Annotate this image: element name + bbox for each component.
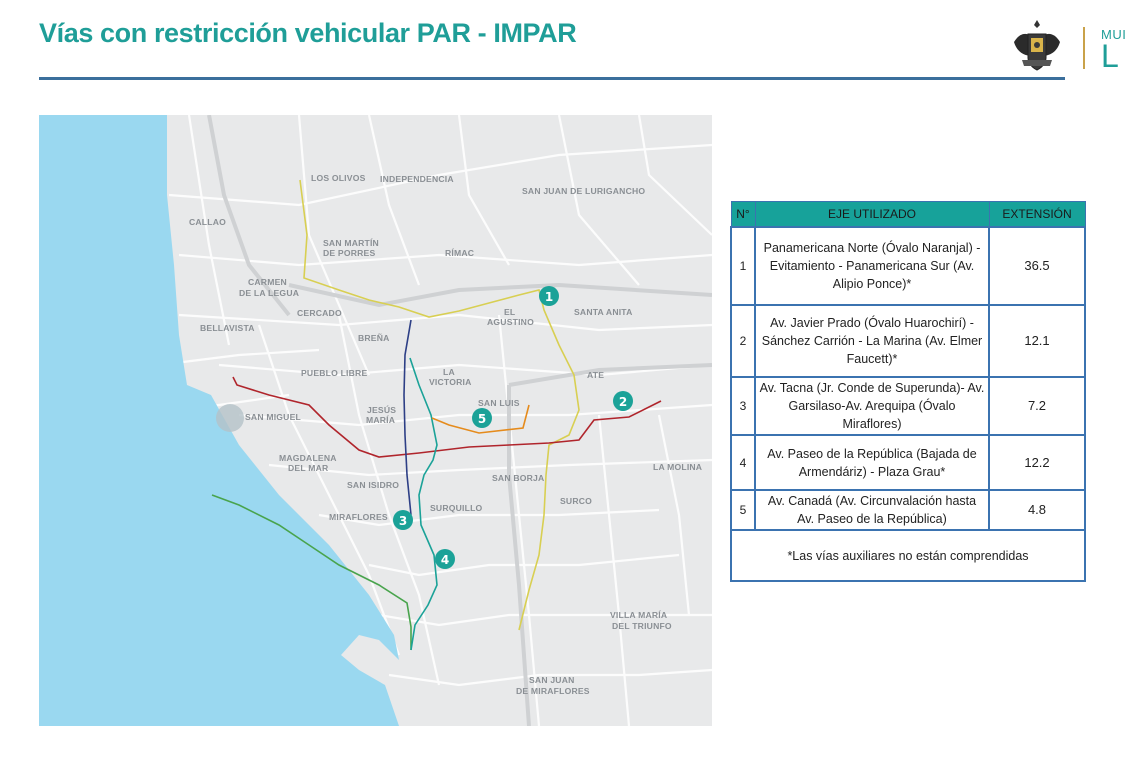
map-label-surquillo: SURQUILLO	[430, 503, 483, 513]
row-axis: Av. Canadá (Av. Circunvalación hasta Av. Paseo de la República)	[755, 490, 989, 530]
row-axis: Av. Tacna (Jr. Conde de Superunda)- Av. Garsilaso-Av. Arequipa (Óvalo Miraflores)	[755, 377, 989, 435]
map-label-de-porres: DE PORRES	[323, 248, 376, 258]
map-label-callao: CALLAO	[189, 217, 227, 227]
col-header-num: N°	[731, 202, 755, 228]
map-label-miraflores: MIRAFLORES	[329, 512, 388, 522]
row-axis: Panamericana Norte (Óvalo Naranjal) - Evitamiento - Panamericana Sur (Av. Alipio Ponce)*	[755, 227, 989, 305]
logo-letter: L	[1101, 38, 1119, 74]
col-header-extension: EXTENSIÓN	[989, 202, 1085, 228]
map-label-villa-maria: VILLA MARÍA	[610, 610, 668, 620]
map-label-jesus: JESÚS	[367, 405, 397, 415]
location-highlight	[216, 404, 244, 432]
map-label-carmen: CARMEN	[248, 277, 287, 287]
map-label-cercado: CERCADO	[297, 308, 342, 318]
row-num: 4	[731, 435, 755, 490]
map-label-del-triunfo: DEL TRIUNFO	[612, 621, 672, 631]
row-num: 5	[731, 490, 755, 530]
map-label-san-martin: SAN MARTÍN	[323, 238, 379, 248]
routes-table	[730, 201, 1086, 582]
map-label-brena: BREÑA	[358, 333, 390, 343]
route-marker-1-label: 1	[544, 290, 554, 304]
map-label-independencia: INDEPENDENCIA	[380, 174, 454, 184]
row-num: 3	[731, 377, 755, 435]
map-label-magdalena: MAGDALENA	[279, 453, 337, 463]
title-underline	[39, 77, 1065, 80]
map-label-el: EL	[504, 307, 516, 317]
map-label-san-juan: SAN JUAN	[529, 675, 575, 685]
row-num: 1	[731, 227, 755, 305]
logo-divider	[1083, 27, 1085, 69]
table-row	[731, 435, 1085, 490]
route-marker-3	[393, 510, 413, 530]
table-row	[731, 227, 1085, 305]
map-label-de-la-legua: DE LA LEGUA	[239, 288, 300, 298]
map-label-surco: SURCO	[560, 496, 593, 506]
route-marker-1	[539, 286, 559, 306]
logo-wordmark: MUI	[1101, 27, 1127, 42]
map-label-de-miraflores: DE MIRAFLORES	[516, 686, 590, 696]
route-marker-5-label: 5	[477, 412, 487, 426]
map-label-pueblo-libre: PUEBLO LIBRE	[301, 368, 368, 378]
table-row	[731, 490, 1085, 530]
page-title: Vías con restricción vehicular PAR - IMPAR	[39, 18, 577, 48]
route-map	[39, 115, 712, 726]
map-label-agustino: AGUSTINO	[487, 317, 534, 327]
map-label-san-isidro: SAN ISIDRO	[347, 480, 400, 490]
table-header-row	[731, 202, 1085, 228]
map-label-santa-anita: SANTA ANITA	[574, 307, 633, 317]
row-extension: 12.1	[989, 305, 1085, 377]
municipal-crest-icon	[1006, 16, 1068, 74]
row-axis: Av. Javier Prado (Óvalo Huarochirí) - Sánchez Carrión - La Marina (Av. Elmer Faucett)*	[755, 305, 989, 377]
map-label-victoria: VICTORIA	[429, 377, 472, 387]
map-label-maria: MARÍA	[366, 415, 396, 425]
map-label-la: LA	[443, 367, 455, 377]
map-label-sjl: SAN JUAN DE LURIGANCHO	[522, 186, 646, 196]
route-marker-5	[472, 408, 492, 428]
table-row	[731, 377, 1085, 435]
row-extension: 36.5	[989, 227, 1085, 305]
map-label-la-molina: LA MOLINA	[653, 462, 703, 472]
map-label-san-luis: SAN LUIS	[478, 398, 520, 408]
row-extension: 12.2	[989, 435, 1085, 490]
row-extension: 4.8	[989, 490, 1085, 530]
map-label-ate: ATE	[587, 370, 605, 380]
map-label-san-miguel: SAN MIGUEL	[245, 412, 301, 422]
table-note-row	[731, 530, 1085, 581]
map-label-rimac: RÍMAC	[445, 248, 475, 258]
map-label-del-mar: DEL MAR	[288, 463, 329, 473]
col-header-axis: EJE UTILIZADO	[755, 202, 989, 228]
route-marker-4	[435, 549, 455, 569]
table-footnote: *Las vías auxiliares no están comprendidas	[731, 530, 1085, 581]
map-label-san-borja: SAN BORJA	[492, 473, 545, 483]
table-row	[731, 305, 1085, 377]
route-marker-4-label: 4	[440, 553, 450, 567]
map-label-bellavista: BELLAVISTA	[200, 323, 255, 333]
route-marker-2	[613, 391, 633, 411]
row-num: 2	[731, 305, 755, 377]
route-marker-2-label: 2	[618, 395, 628, 409]
row-extension: 7.2	[989, 377, 1085, 435]
route-marker-3-label: 3	[398, 514, 408, 528]
row-axis: Av. Paseo de la República (Bajada de Armendáriz) - Plaza Grau*	[755, 435, 989, 490]
map-label-los-olivos: LOS OLIVOS	[311, 173, 366, 183]
